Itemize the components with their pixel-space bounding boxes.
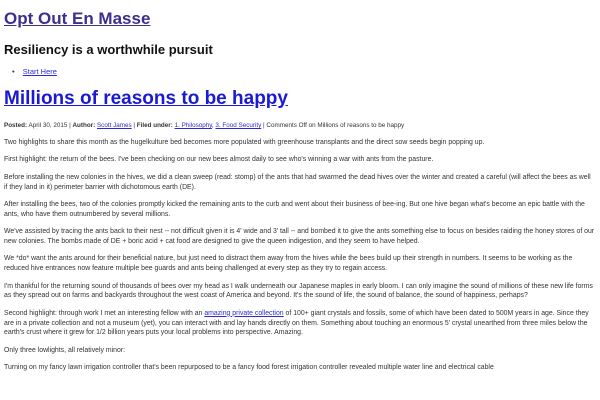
nav-item-start-here [12,67,57,76]
post-title[interactable]: Millions of reasons to be happy [4,88,288,109]
paragraph: I'm thankful for the returning sound of thousands of bees over my head as I walk underneath our Japanese maples in early bloom. I can only imagine the sound of millions of these new life forms as they spread out on farms and backyards throughout the west coast of America and beyond. It's the sound of life, the sound of balance, the sound of happiness, perhaps? [4,282,593,300]
paragraph: Second highlight: through work I met an interesting fellow with an amazing private collection of 100+ giant crystals and fossils, some of which have been dated to 500M years in age. Since they are in a private collection and not a museum (yet), you can interact with and lay hands directly on them. Something about touching an enormous 5' crystal unearthed from three miles below the earth's crust where it grew for 1/2 billion years puts your local problems into perspective. Amazing. [4,309,589,337]
paragraph: We've assisted by tracing the ants back to their nest -- not difficult given it is 4' wide and 3' tall -- and bombed it to give the ants something else to focus on besides raiding the honey stores of our new colonies. The bombs made of DE + boric acid + cat food are designed to give the queen indigestion, and they seem to have helped. [4,228,595,245]
site-title[interactable]: Opt Out En Masse [4,9,151,28]
main-nav [12,67,57,76]
post-meta: Posted: April 30, 2015 | Author: Scott James | Filed under: 1. Philosophy, 3. Food Security | Comments Off on Millions of reasons to be happy [4,122,405,129]
site-tagline: Resiliency is a worthwhile pursuit [4,42,213,57]
paragraph: Only three lowlights, all relatively minor: [4,346,126,354]
paragraph: First highlight: the return of the bees. I've been checking on our new bees almost daily to see who's winning a war with ants from the pasture. [4,156,434,164]
category-link-philosophy[interactable]: 1. Philosophy [174,122,212,129]
paragraph: After installing the bees, two of the colonies promptly kicked the remaining ants to the curb and went about their business of bee-ing. But one hive began what's become an epic battle with the ants, who have them outnumbered by several millions. [4,200,585,218]
author-link[interactable]: Scott James [96,122,132,129]
author-label: Author: [72,122,96,129]
paragraph: Two highlights to share this month as the hugelkulture bed becomes more populated with greenhouse transplants and the direct sow seeds begin popping up. [4,139,485,146]
private-collection-link[interactable]: amazing private collection [204,309,284,317]
paragraph: We *do* want the ants around for their beneficial nature, but just need to distract them away from the hives while the bees build up their strength in numbers. It seems to be working as the reduced hive entrances now feature multiple bee guards and ants being challenged at every step as they try to regain access. [4,255,573,273]
nav-link-start-here[interactable]: Start Here [22,67,57,76]
comments-status: Comments Off on Millions of reasons to be happy [266,122,405,129]
post-date: April 30, 2015 [28,122,68,129]
posted-label: Posted: [4,122,28,129]
category-link-food-security[interactable]: 3. Food Security [215,122,262,129]
paragraph: Turning on my fancy lawn irrigation controller that's been repurposed to be a fancy food forest irrigation controller revealed multiple water line and electrical cable [4,364,494,372]
post-content [4,138,596,380]
paragraph: Before installing the new colonies in the hives, we did a clean sweep (read: stomp) of the ants that had swarmed the dead hives over the winter and created a careful (will affect the bees as well if they land in it) perimeter barrier with dichotomous earth (DE). [4,173,591,191]
filed-under-label: Filed under: [136,122,173,129]
